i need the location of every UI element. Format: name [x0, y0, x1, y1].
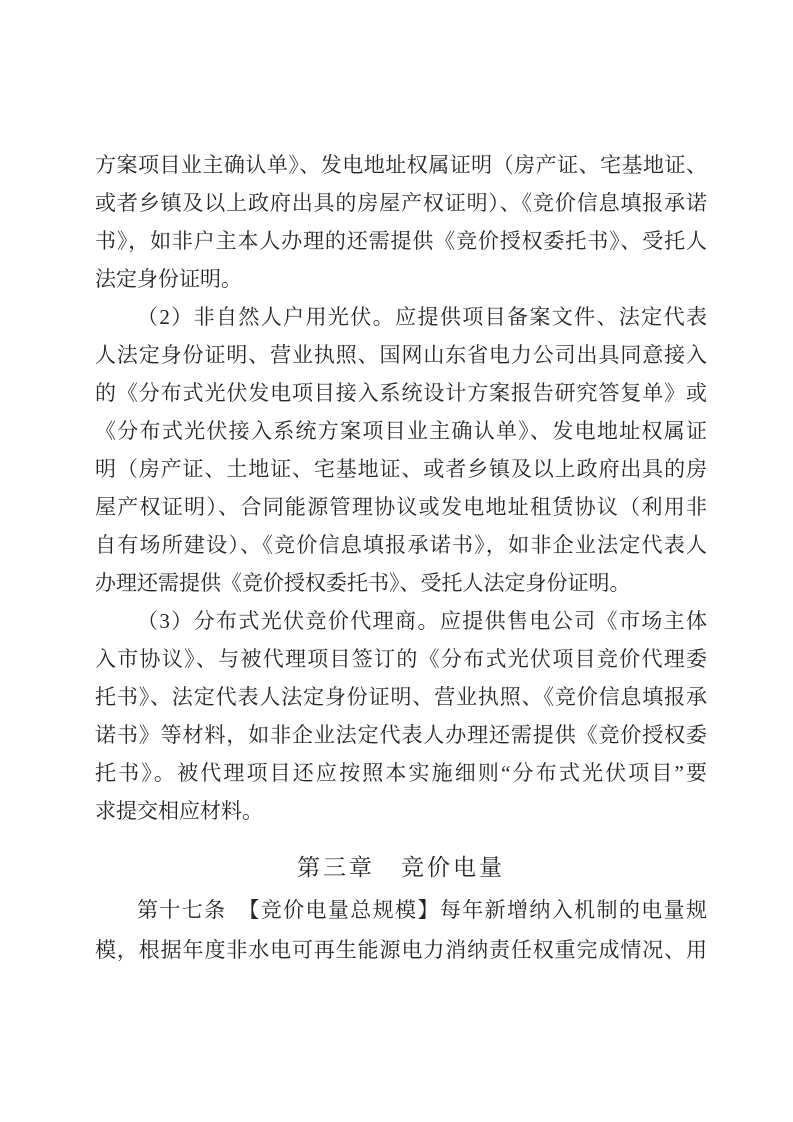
text-line: 书》，如非户主本人办理的还需提供《竞价授权委托书》、受托人 — [95, 229, 707, 253]
paragraph-materials-non-natural-person — [95, 298, 707, 602]
text-line: 屋产权证明）、合同能源管理协议或发电地址租赁协议（利用非 — [95, 495, 707, 519]
text-line: 人法定身份证明、营业执照、国网山东省电力公司出具同意接入 — [95, 343, 707, 367]
text-line: 明（房产证、土地证、宅基地证、或者乡镇及以上政府出具的房 — [95, 457, 707, 481]
chapter-heading: 第三章 竞价电量 — [297, 855, 505, 880]
text-line: （2）非自然人户用光伏。应提供项目备案文件、法定代表 — [137, 305, 707, 329]
text-line: 模，根据年度非水电可再生能源电力消纳责任权重完成情况、用 — [95, 938, 707, 962]
text-line: （3）分布式光伏竞价代理商。应提供售电公司《市场主体 — [137, 609, 707, 633]
text-line: 方案项目业主确认单》、发电地址权属证明（房产证、宅基地证、 — [95, 153, 707, 177]
paragraph-materials-household — [95, 146, 707, 298]
text-line: 或者乡镇及以上政府出具的房屋产权证明）、《竞价信息填报承诺 — [95, 191, 707, 215]
paragraph-materials-bidding-agent — [95, 602, 707, 830]
text-line: 的《分布式光伏发电项目接入系统设计方案报告研究答复单》或 — [95, 381, 707, 405]
text-line: 自有场所建设）、《竞价信息填报承诺书》，如非企业法定代表人 — [95, 533, 707, 557]
paragraph-article-17 — [95, 890, 707, 970]
text-line: 托书》。被代理项目还应按照本实施细则“分布式光伏项目”要 — [95, 761, 707, 785]
text-line: 第十七条 【竞价电量总规模】每年新增纳入机制的电量规 — [137, 898, 707, 922]
text-line: 求提交相应材料。 — [95, 799, 263, 823]
document-text-block — [95, 146, 707, 970]
text-line: 托书》、法定代表人法定身份证明、营业执照、《竞价信息填报承 — [95, 685, 707, 709]
text-line: 《分布式光伏接入系统方案项目业主确认单》、发电地址权属证 — [95, 419, 707, 443]
text-line: 法定身份证明。 — [95, 267, 242, 291]
text-line: 办理还需提供《竞价授权委托书》、受托人法定身份证明。 — [95, 571, 631, 595]
text-line: 入市协议》、与被代理项目签订的《分布式光伏项目竞价代理委 — [95, 647, 707, 671]
text-line: 诺书》等材料，如非企业法定代表人办理还需提供《竞价授权委 — [95, 723, 707, 747]
